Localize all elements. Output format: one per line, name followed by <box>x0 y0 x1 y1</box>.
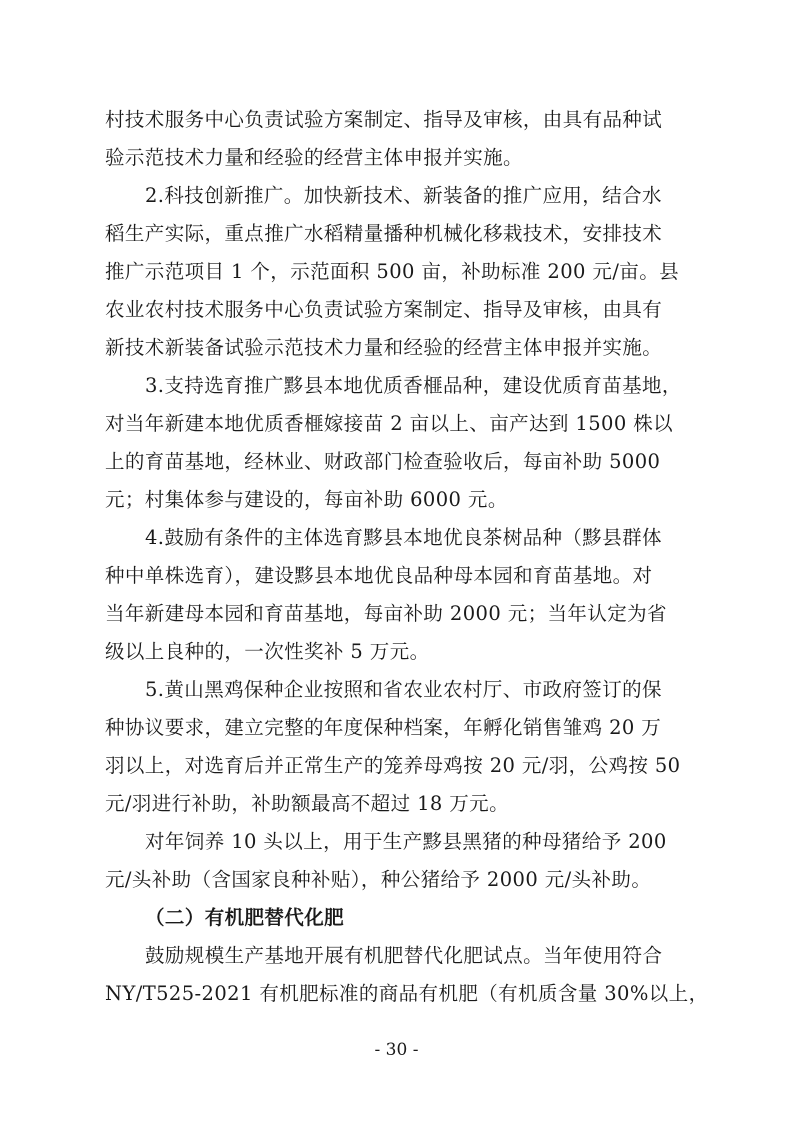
text-line: 对当年新建本地优质香榧嫁接苗 2 亩以上、亩产达到 1500 株以 <box>105 412 674 435</box>
paragraph-start-line: 3.支持选育推广黟县本地优质香榧品种，建设优质育苗基地， <box>145 374 682 397</box>
body-text <box>105 101 709 1013</box>
text-line: 农业农村技术服务中心负责试验方案制定、指导及审核，由具有 <box>105 298 663 321</box>
page-number: - 30 - <box>374 1040 419 1060</box>
text-line: 验示范技术力量和经验的经营主体申报并实施。 <box>105 146 523 169</box>
text-line: 稻生产实际，重点推广水稻精量播种机械化移栽技术，安排技术 <box>105 222 663 245</box>
text-line: 元；村集体参与建设的，每亩补助 6000 元。 <box>105 488 508 511</box>
paragraph-start-line: 2.科技创新推广。加快新技术、新装备的推广应用，结合水 <box>145 184 662 207</box>
text-line: 村技术服务中心负责试验方案制定、指导及审核，由具有品种试 <box>105 108 663 131</box>
text-line: 元/羽进行补助，补助额最高不超过 18 万元。 <box>105 792 509 815</box>
text-line: 种协议要求，建立完整的年度保种档案，年孵化销售雏鸡 20 万 <box>105 716 662 739</box>
paragraph-start-line: 鼓励规模生产基地开展有机肥替代化肥试点。当年使用符合 <box>145 944 663 967</box>
paragraph-start-line: 对年饲养 10 头以上，用于生产黟县黑猪的种母猪给予 200 <box>145 830 667 853</box>
text-line: 种中单株选育），建设黟县本地优良品种母本园和育苗基地。对 <box>105 564 653 587</box>
text-line: 羽以上，对选育后并正常生产的笼养母鸡按 20 元/羽，公鸡按 50 <box>105 754 681 777</box>
text-line: 级以上良种的，一次性奖补 5 万元。 <box>105 640 430 663</box>
paragraph-start-line: 4.鼓励有条件的主体选育黟县本地优良茶树品种（黟县群体 <box>145 526 662 549</box>
text-line: 新技术新装备试验示范技术力量和经验的经营主体申报并实施。 <box>105 336 663 359</box>
text-line: 元/头补助（含国家良种补贴），种公猪给予 2000 元/头补助。 <box>105 868 652 891</box>
text-line: 推广示范项目 1 个，示范面积 500 亩，补助标准 200 元/亩。县 <box>105 260 680 283</box>
text-line: 上的育苗基地，经林业、财政部门检查验收后，每亩补助 5000 <box>105 450 661 473</box>
text-line: NY/T525-2021 有机肥标准的商品有机肥（有机质含量 30%以上， <box>105 982 709 1005</box>
paragraph-start-line: 5.黄山黑鸡保种企业按照和省农业农村厅、市政府签订的保 <box>145 678 662 701</box>
section-heading: （二）有机肥替代化肥 <box>145 906 345 929</box>
text-line: 当年新建母本园和育苗基地，每亩补助 2000 元；当年认定为省 <box>105 602 667 625</box>
